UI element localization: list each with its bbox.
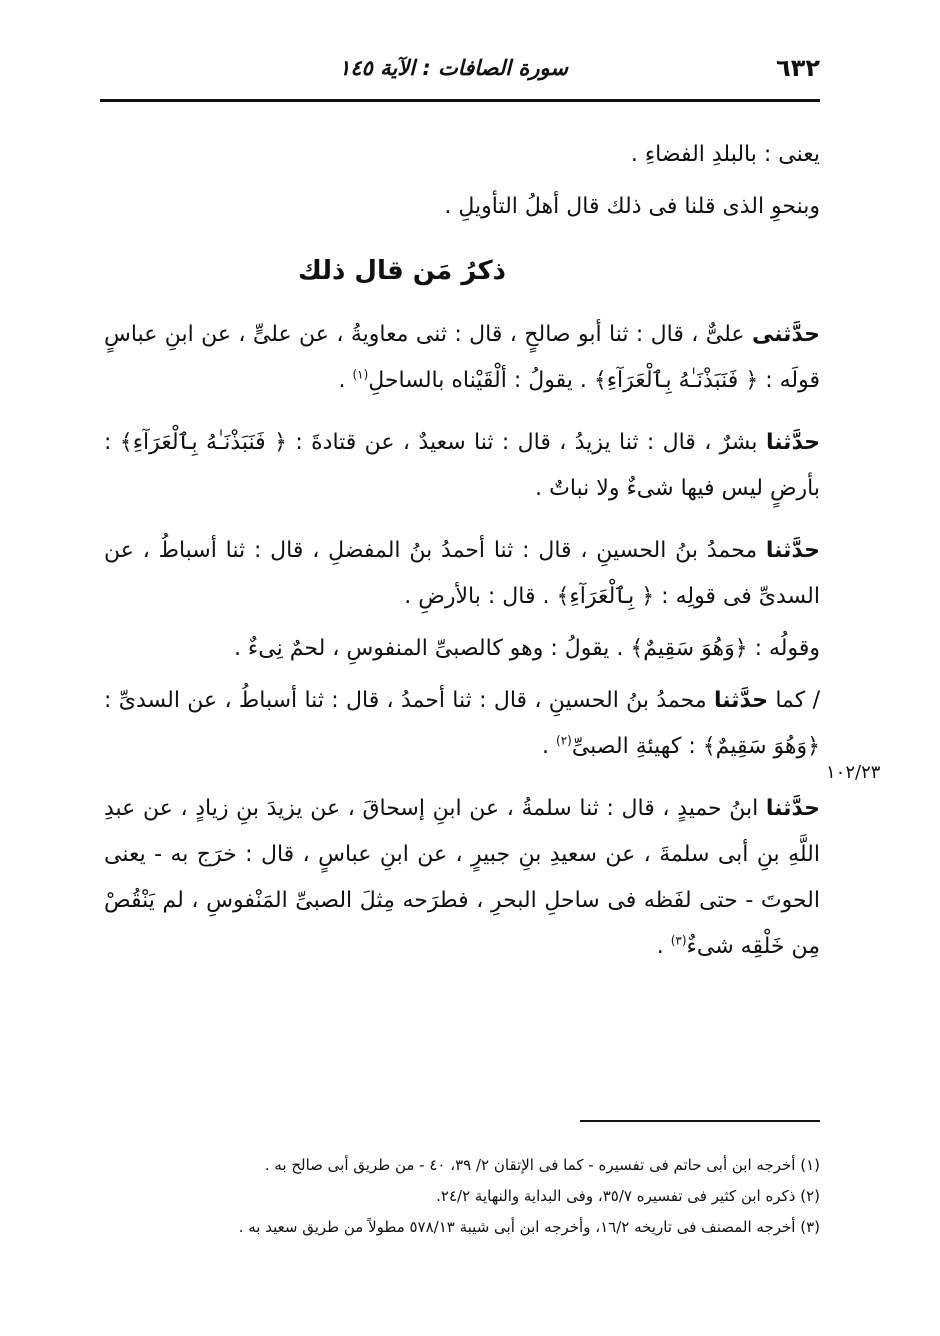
page-header bbox=[100, 48, 820, 92]
footnote-marker-2: (٢) bbox=[556, 733, 572, 748]
paragraph-6-text: وقولُه : bbox=[747, 636, 820, 661]
paragraph-1: يعنى : بالبلدِ الفضاءِ . bbox=[630, 142, 820, 167]
paragraph-3-close: . bbox=[338, 368, 353, 393]
running-title: سورة الصافات : الآية ١٤٥ bbox=[338, 56, 568, 80]
footnote-2: (٢) ذكره ابن كثير فى تفسيره ٣٥/٧، وفى البداية والنهاية ٢٤/٢. bbox=[436, 1187, 820, 1205]
footnotes bbox=[104, 1150, 820, 1243]
footnote-1: (١) أخرجه ابن أبى حاتم فى تفسيره - كما فى الإتقان ٢/ ٣٩، ٤٠ - من طريق أبى صالح به . bbox=[264, 1156, 820, 1174]
paragraph-6 bbox=[104, 626, 820, 672]
paragraph-8-text: ابنُ حميدٍ ، قال : ثنا سلمةُ ، عن ابنِ إسحاقَ ، عن يزيدَ بنِ زيادٍ ، عن عبدِ اللَّهِ بنِ أبى سلمةَ ، عن سعيدِ بنِ جبيرٍ ، عن ابنِ عباسٍ ، قال : خرَج به - يعنى الحوتَ - حتى لفَظه فى ساحلِ البحرِ ، فطرَحه مِثلَ الصبىِّ المَنْفوسِ ، لم يَنْقُصْ مِن خَلْقِه شىءٌ bbox=[104, 796, 820, 959]
paragraph-7 bbox=[104, 678, 820, 770]
paragraph-6-end: . يقولُ : وهو كالصبىِّ المنفوسِ ، لحمٌ نِىءٌ . bbox=[233, 636, 631, 661]
narration-lead: حدَّثنى bbox=[751, 322, 820, 347]
paragraph-3-end: . يقولُ : ألْقَيْناه بالساحلِ bbox=[368, 368, 594, 393]
paragraph-3-text: علىٌّ ، قال : ثنا أبو صالحٍ ، قال : ثنى معاويةُ ، عن علىٍّ ، عن ابنِ عباسٍ قولَه : bbox=[104, 322, 820, 393]
quran-quote: ﴿ فَنَبَذْنَـٰهُ بِٱلْعَرَآءِ﴾ bbox=[593, 368, 759, 393]
margin-reference: ١٠٢/٢٣ bbox=[826, 762, 881, 783]
footnote-rule bbox=[580, 1120, 820, 1122]
narration-lead: حدَّثنا bbox=[765, 796, 820, 821]
footnote-marker-3: (٣) bbox=[670, 933, 687, 948]
paragraph-7-close: . bbox=[542, 734, 556, 759]
paragraph-7-end: : كهيئةِ الصبىِّ bbox=[571, 734, 703, 759]
paragraph-7-start: / كما bbox=[768, 688, 820, 713]
paragraph-4-end: : بأرضٍ ليس فيها شىءٌ ولا نباتٌ . bbox=[104, 430, 820, 501]
paragraph-7-text: محمدُ بنُ الحسينِ ، قال : ثنا أحمدُ ، قال : ثنا أسباطُ ، عن السدىِّ : bbox=[104, 688, 714, 713]
paragraph-4 bbox=[104, 420, 820, 512]
header-rule bbox=[100, 99, 820, 102]
quran-quote: ﴿ بِٱلْعَرَآءِ﴾ bbox=[556, 584, 655, 609]
paragraph-5 bbox=[104, 528, 820, 620]
paragraph-4-text: بشرٌ ، قال : ثنا يزيدُ ، قال : ثنا سعيدٌ ، عن قتادةَ : bbox=[286, 430, 766, 455]
quran-quote: ﴿وَهُوَ سَقِيمٌ﴾ bbox=[702, 734, 820, 759]
paragraph-8-close: . bbox=[656, 934, 671, 959]
paragraph-5-text: محمدُ بنُ الحسينِ ، قال : ثنا أحمدُ بنُ المفضلِ ، قال : ثنا أسباطُ ، عن السدىِّ فى قولِه : bbox=[104, 538, 820, 609]
narration-lead: حدَّثنا bbox=[713, 688, 769, 713]
paragraph-2: وبنحوِ الذى قلنا فى ذلك قال أهلُ التأويلِ . bbox=[444, 194, 820, 219]
footnote-3: (٣) أخرجه المصنف فى تاريخه ١٦/٢، وأخرجه ابن أبى شيبة ٥٧٨/١٣ مطولاً من طريق سعيد به . bbox=[238, 1218, 820, 1236]
section-heading: ذكرُ مَن قال ذلك bbox=[298, 256, 506, 286]
narration-lead: حدَّثنا bbox=[765, 538, 820, 563]
quran-quote: ﴿ فَنَبَذْنَـٰهُ بِٱلْعَرَآءِ﴾ bbox=[119, 430, 287, 455]
narration-lead: حدَّثنا bbox=[765, 430, 821, 455]
quran-quote: ﴿وَهُوَ سَقِيمٌ﴾ bbox=[630, 636, 748, 661]
main-text bbox=[104, 132, 820, 986]
footnote-marker-1: (١) bbox=[352, 367, 369, 382]
page-number: ٦٣٢ bbox=[776, 54, 820, 82]
paragraph-8 bbox=[104, 786, 820, 970]
paragraph-3 bbox=[104, 312, 820, 404]
paragraph-5-end: . قال : بالأرضِ . bbox=[404, 584, 557, 609]
